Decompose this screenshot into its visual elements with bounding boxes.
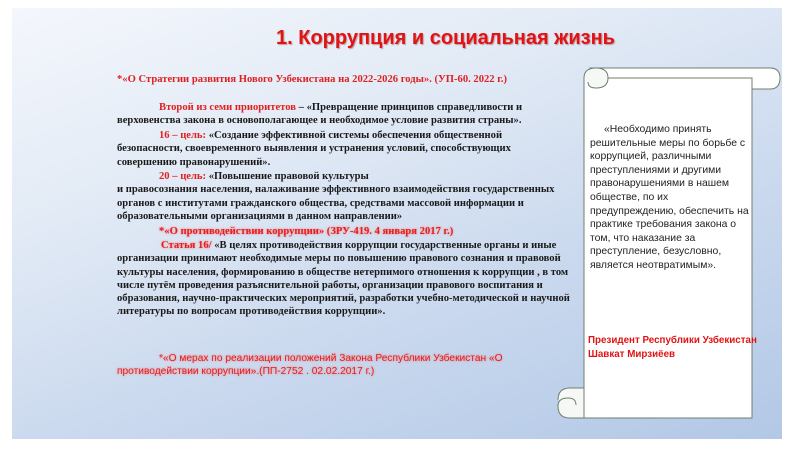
priority-paragraph — [117, 101, 565, 128]
goal20-text-1: «Повышение правовой культуры — [206, 171, 369, 182]
quote-text: «Необходимо принять решительные меры по борьбе с коррупцией, различными преступлениями и другими правонарушениями в нашем обществе, по их предупреждению, обеспечить на практике требования закона о том, что наказание за преступление, безусловно, является неотвратимым». — [590, 124, 749, 271]
priority-text: – «Превращение принципов справедливости и верховенства закона в основополагающее и необходимое условие развития страны». — [117, 102, 523, 127]
goal20-text-2: и правосознания населения, налаживание эффективного взаимодействия государственных органов с институтами гражданского общества, средствами массовой информации и образовательными организациями в данном направлении» — [117, 184, 555, 222]
measures-reference: *«О мерах по реализации положений Закона Республики Узбекистан «О противодействии коррупции».(ПП-2752 . 02.02.2017 г.) — [117, 353, 503, 378]
slide-title: 1. Коррупция и социальная жизнь — [276, 27, 615, 49]
goal16-text: «Создание эффективной системы обеспечения общественной безопасности, своевременного выявления и устранения условий, способствующих совершению правонарушений». — [117, 130, 511, 168]
president-quote — [590, 123, 752, 273]
priority-label: Второй из семи приоритетов — [159, 102, 296, 113]
goal20-paragraph — [117, 170, 565, 223]
article16-text: «В целях противодействия коррупции государственные органы и иные организации принимают необходимые меры по повышению правового сознания и правовой культуры населения, формированию в обществе нетерпимого отношения к коррупции , в том числе путём проведения разъяснительной работы, организации правового воспитания и образования, научно-практических мероприятий, разработки учебно-методической и научной литературы по вопросам противодействия коррупции». — [117, 240, 570, 318]
decree-reference: *«О Стратегии развития Нового Узбекистана на 2022-2026 годы». (УП-60. 2022 г.) — [117, 74, 508, 85]
law-reference: *«О противодействии коррупции» (ЗРУ-419. 4 января 2017 г.) — [159, 226, 454, 237]
goal16-label: 16 – цель: — [159, 130, 207, 141]
article16-paragraph — [117, 239, 579, 319]
goal20-label: 20 – цель: — [159, 171, 207, 182]
goal16-paragraph — [117, 129, 565, 169]
article16-label: Статья 16/ — [161, 240, 212, 251]
quote-signature: Президент Республики Узбекистан Шавкат Мирзиёев — [588, 335, 757, 360]
